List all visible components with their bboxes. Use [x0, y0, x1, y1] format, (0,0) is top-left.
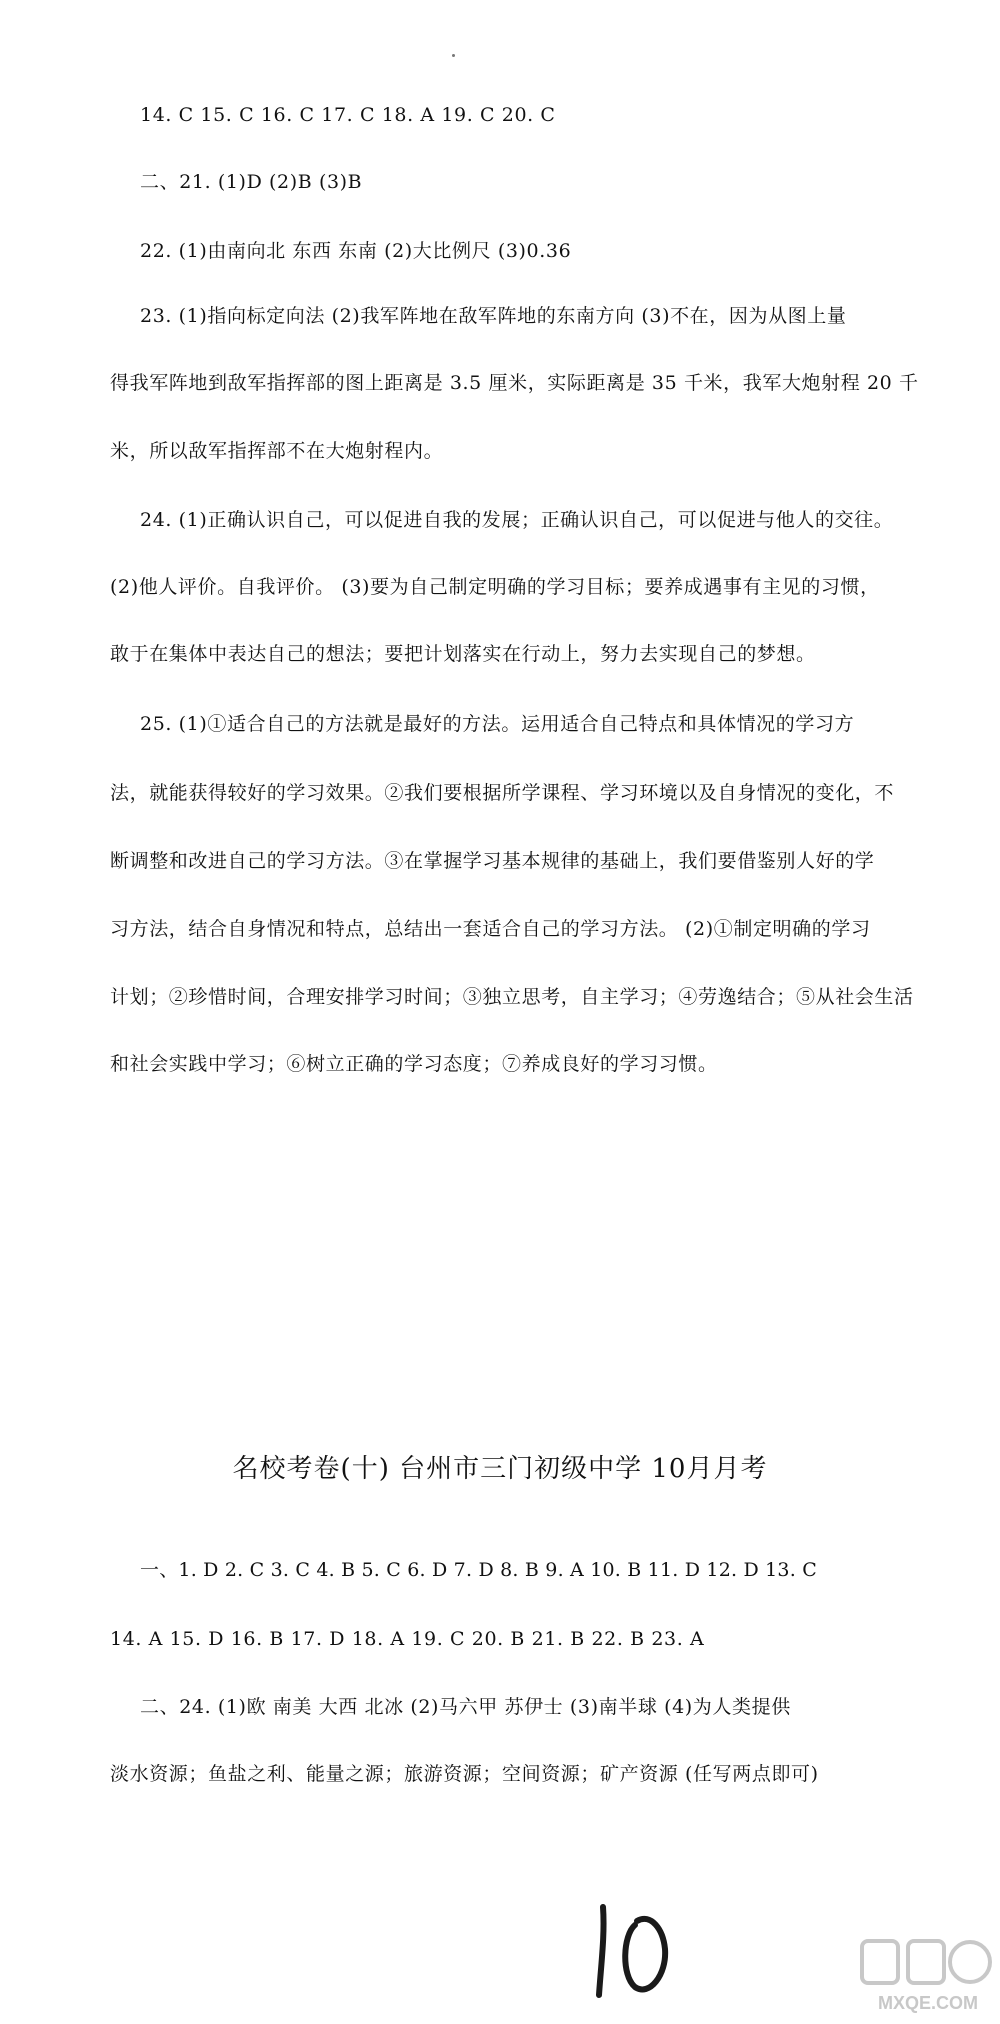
answers-21: 二、21. (1)D (2)B (3)B [140, 171, 363, 193]
q24-geo-line-1: 二、24. (1)欧 南美 大西 北冰 (2)马六甲 苏伊士 (3)南半球 (4)为人类提供 [140, 1696, 791, 1718]
watermark-logo [858, 1935, 998, 2020]
q25-line-3: 断调整和改进自己的学习方法。③在掌握学习基本规律的基础上，我们要借鉴别人好的学 [110, 850, 875, 872]
q24-geo-line-2: 淡水资源；鱼盐之利、能量之源；旅游资源；空间资源；矿产资源 (任写两点即可) [110, 1763, 819, 1785]
section-title: 名校考卷(十) 台州市三门初级中学 10月月考 [232, 1454, 768, 1484]
q25-line-5: 计划；②珍惜时间，合理安排学习时间；③独立思考，自主学习；④劳逸结合；⑤从社会生活 [110, 986, 914, 1008]
q23-line-1: 23. (1)指向标定向法 (2)我军阵地在敌军阵地的东南方向 (3)不在，因为从图上量 [140, 305, 847, 327]
q25-line-1: 25. (1)①适合自己的方法就是最好的方法。运用适合自己特点和具体情况的学习方 [140, 713, 855, 735]
q25-line-2: 法，就能获得较好的学习效果。②我们要根据所学课程、学习环境以及自身情况的变化，不 [110, 782, 895, 804]
answers-22: 22. (1)由南向北 东西 东南 (2)大比例尺 (3)0.36 [140, 240, 572, 262]
q23-line-3: 米，所以敌军指挥部不在大炮射程内。 [110, 440, 444, 462]
q25-line-4: 习方法，结合自身情况和特点，总结出一套适合自己的学习方法。 (2)①制定明确的学习 [110, 918, 871, 940]
q25-line-6: 和社会实践中学习；⑥树立正确的学习态度；⑦养成良好的学习习惯。 [110, 1053, 718, 1075]
q24-line-2: (2)他人评价。自我评价。 (3)要为自己制定明确的学习目标；要养成遇事有主见的习惯， [110, 576, 880, 598]
q24-line-1: 24. (1)正确认识自己，可以促进自我的发展；正确认识自己，可以促进与他人的交往。 [140, 509, 894, 531]
answers-14-20: 14. C 15. C 16. C 17. C 18. A 19. C 20. C [140, 104, 556, 126]
q23-line-2: 得我军阵地到敌军指挥部的图上距离是 3.5 厘米，实际距离是 35 千米，我军大炮射程 20 千 [110, 372, 919, 394]
handwritten-score-mark [575, 1895, 685, 2005]
svg-text:MXQE.COM: MXQE.COM [877, 1993, 979, 2013]
scan-dot [452, 54, 455, 57]
mc-answers-14-23: 14. A 15. D 16. B 17. D 18. A 19. C 20. B 21. B 22. B 23. A [110, 1628, 705, 1650]
mc-answers-1-13: 一、1. D 2. C 3. C 4. B 5. C 6. D 7. D 8. B 9. A 10. B 11. D 12. D 13. C [140, 1559, 817, 1581]
q24-line-3: 敢于在集体中表达自己的想法；要把计划落实在行动上，努力去实现自己的梦想。 [110, 643, 816, 665]
